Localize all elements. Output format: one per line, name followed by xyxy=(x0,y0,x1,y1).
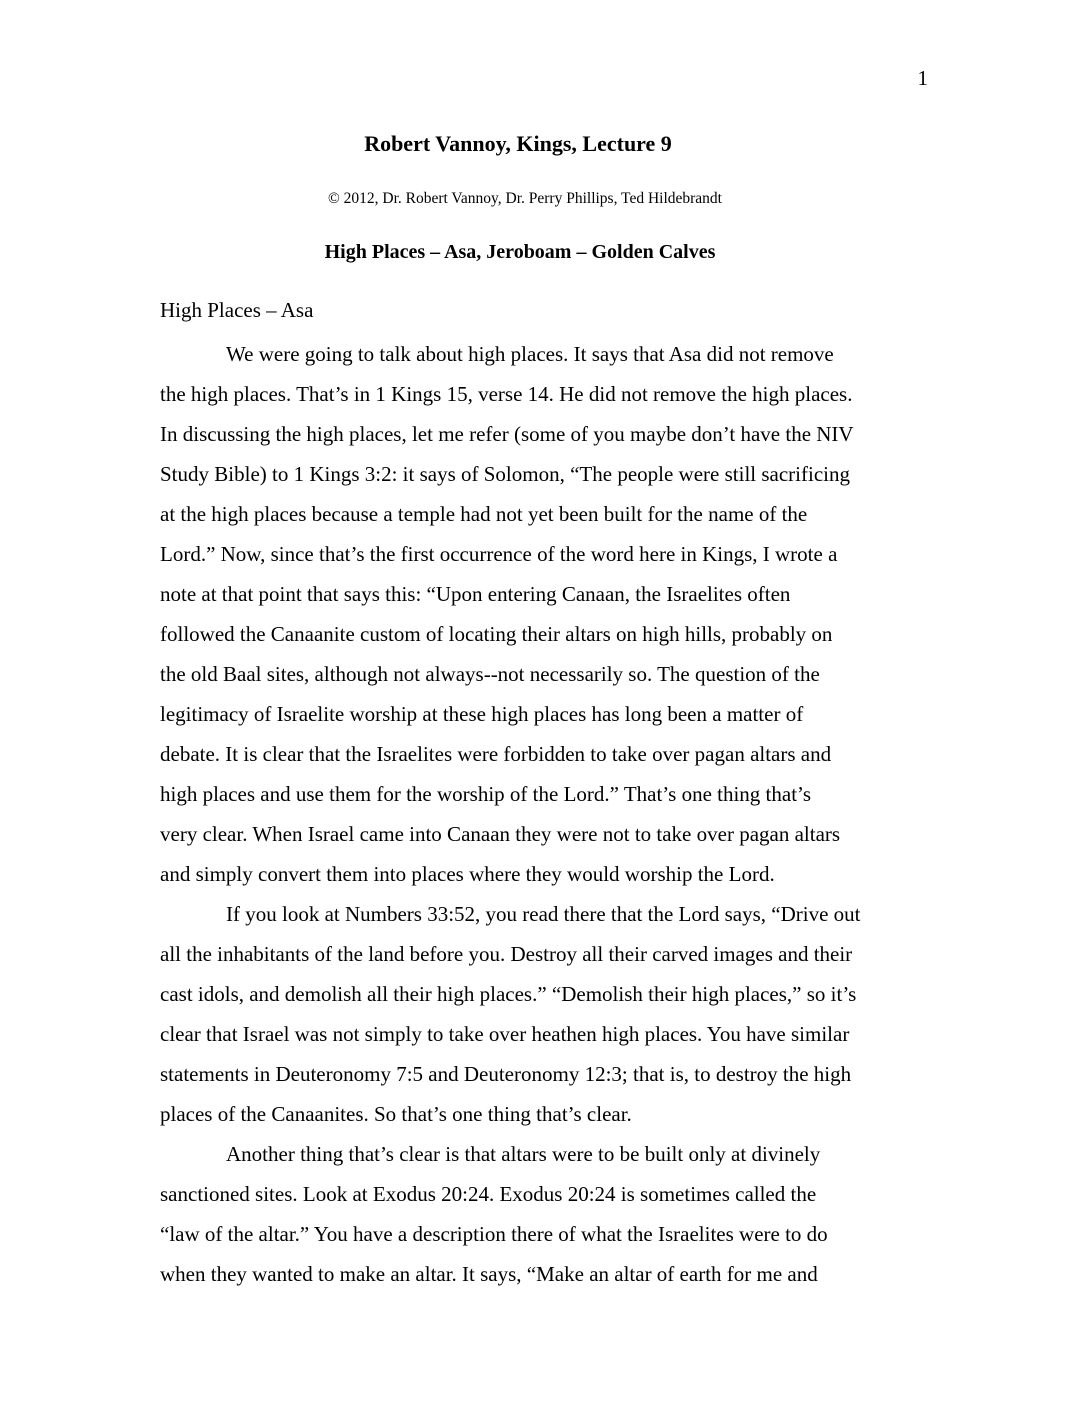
text-line: when they wanted to make an altar. It says, “Make an altar of earth for me and xyxy=(160,1262,818,1286)
text-line: followed the Canaanite custom of locating their altars on high hills, probably on xyxy=(160,622,833,646)
paragraph-3 xyxy=(160,1134,930,1294)
text-line: debate. It is clear that the Israelites were forbidden to take over pagan altars and xyxy=(160,742,832,766)
lecture-subtitle: High Places – Asa, Jeroboam – Golden Calves xyxy=(324,241,716,263)
text-line: all the inhabitants of the land before you. Destroy all their carved images and their xyxy=(160,942,853,966)
text-line: In discussing the high places, let me refer (some of you maybe don’t have the NIV xyxy=(160,422,854,446)
body-text xyxy=(160,334,930,1294)
text-line: legitimacy of Israelite worship at these high places has long been a matter of xyxy=(160,702,804,726)
page-number: 1 xyxy=(917,66,928,90)
text-line: sanctioned sites. Look at Exodus 20:24. Exodus 20:24 is sometimes called the xyxy=(160,1182,817,1206)
text-line: statements in Deuteronomy 7:5 and Deuteronomy 12:3; that is, to destroy the high xyxy=(160,1062,852,1086)
text-line: If you look at Numbers 33:52, you read there that the Lord says, “Drive out xyxy=(226,902,861,926)
section-heading: High Places – Asa xyxy=(160,298,314,322)
text-line: We were going to talk about high places. It says that Asa did not remove xyxy=(226,342,834,366)
text-line: “law of the altar.” You have a description there of what the Israelites were to do xyxy=(160,1222,828,1246)
text-line: at the high places because a temple had not yet been built for the name of the xyxy=(160,502,808,526)
text-line: the high places. That’s in 1 Kings 15, verse 14. He did not remove the high places. xyxy=(160,382,853,406)
text-line: and simply convert them into places where they would worship the Lord. xyxy=(160,862,775,886)
paragraph-2 xyxy=(160,894,930,1134)
text-line: clear that Israel was not simply to take over heathen high places. You have similar xyxy=(160,1022,850,1046)
lecture-title: Robert Vannoy, Kings, Lecture 9 xyxy=(364,131,672,156)
text-line: places of the Canaanites. So that’s one thing that’s clear. xyxy=(160,1102,632,1126)
text-line: Lord.” Now, since that’s the first occurrence of the word here in Kings, I wrote a xyxy=(160,542,838,566)
text-line: the old Baal sites, although not always--not necessarily so. The question of the xyxy=(160,662,820,686)
text-line: very clear. When Israel came into Canaan they were not to take over pagan altars xyxy=(160,822,841,846)
text-line: Another thing that’s clear is that altars were to be built only at divinely xyxy=(226,1142,821,1166)
text-line: cast idols, and demolish all their high places.” “Demolish their high places,” so it’s xyxy=(160,982,857,1006)
paragraph-1 xyxy=(160,334,930,894)
text-line: high places and use them for the worship of the Lord.” That’s one thing that’s xyxy=(160,782,812,806)
text-line: Study Bible) to 1 Kings 3:2: it says of Solomon, “The people were still sacrificing xyxy=(160,462,850,486)
copyright-line: © 2012, Dr. Robert Vannoy, Dr. Perry Phillips, Ted Hildebrandt xyxy=(327,190,722,207)
text-line: note at that point that says this: “Upon entering Canaan, the Israelites often xyxy=(160,582,791,606)
